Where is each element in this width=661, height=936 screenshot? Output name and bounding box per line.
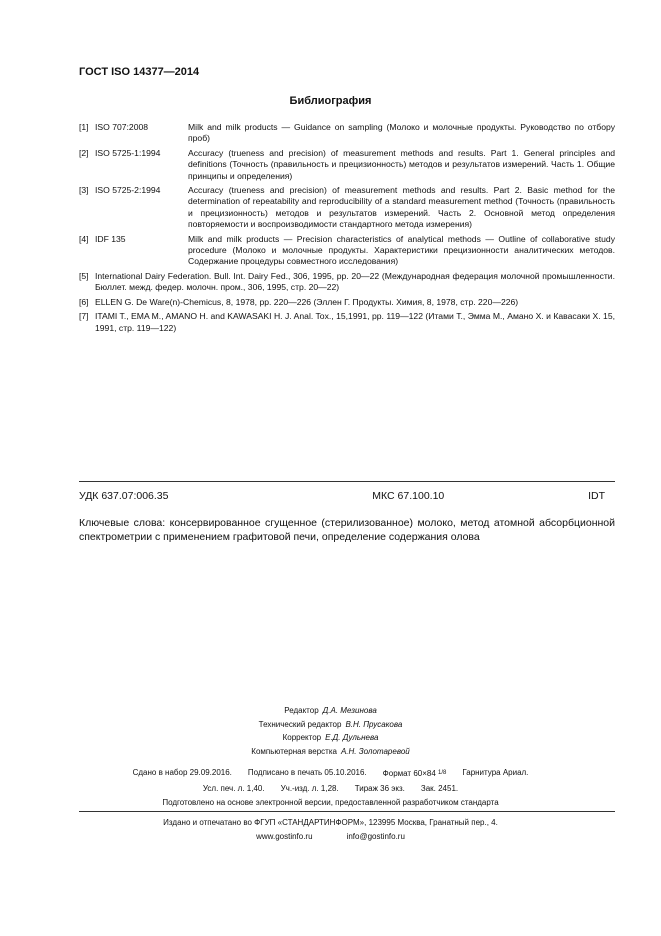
bib-ref-text: Accuracy (trueness and precision) of measurement methods and results. Part 1. General principles and definitions (Точность (правильность и прецизионность) методов и результатов измерений. Часть 1. Общие принципы и определения) xyxy=(188,147,615,181)
format-label: Формат 60×84 xyxy=(382,769,436,778)
credit-label: Технический редактор xyxy=(258,719,342,729)
print-info-row-3 xyxy=(0,796,661,811)
credit-label: Корректор xyxy=(282,733,322,743)
print-info-row-1 xyxy=(0,766,661,782)
mks-code: МКС 67.100.10 xyxy=(372,490,445,502)
credit-name: В.Н. Прусакова xyxy=(345,719,403,729)
bib-ref-1 xyxy=(79,122,615,145)
udk-code: УДК 637.07:006.35 xyxy=(79,490,169,502)
print-info-row-2 xyxy=(0,782,661,797)
credit-name: Е.Д. Дульнева xyxy=(325,733,379,743)
bib-ref-7 xyxy=(79,311,615,334)
bib-ref-number: [1] xyxy=(79,122,89,132)
bib-ref-4 xyxy=(79,234,615,268)
print-info xyxy=(0,766,661,811)
bib-ref-code: IDF 135 xyxy=(95,233,126,244)
standard-header: ГОСТ ISO 14377—2014 xyxy=(79,66,200,78)
publisher-line: Издано и отпечатано во ФГУП «СТАНДАРТИНФОРМ», 123995 Москва, Гранатный пер., 4. xyxy=(163,818,498,827)
bib-ref-6 xyxy=(79,297,615,308)
credit-label: Компьютерная верстка xyxy=(251,746,337,756)
credits-block xyxy=(0,704,661,758)
bib-ref-number: [6] xyxy=(79,296,89,307)
bib-ref-2 xyxy=(79,148,615,182)
credit-corrector xyxy=(0,731,661,745)
print-run: Тираж 36 экз. xyxy=(354,783,405,793)
credit-layout xyxy=(0,745,661,759)
format-fraction: 1/8 xyxy=(438,770,447,776)
bib-ref-number: [5] xyxy=(79,270,89,281)
publisher-block xyxy=(0,816,661,844)
bib-ref-text: ITAMI T., EMA M., AMANO H. and KAWASAKI H. J. Anal. Tox., 15,1991, pp. 119—122 (Итами Т., Эмма М., Амано Х. и Кавасаки Х. 15, 1991, стр. 119—122) xyxy=(95,311,615,333)
bib-ref-code: ISO 5725-1:1994 xyxy=(95,147,161,158)
idt-code: IDT xyxy=(588,490,605,502)
credit-name: А.Н. Золотаревой xyxy=(340,746,410,756)
bibliography-title: Библиография xyxy=(289,95,372,107)
bib-ref-number: [2] xyxy=(79,147,89,158)
bib-ref-number: [4] xyxy=(79,233,89,244)
credit-tech-editor xyxy=(0,718,661,732)
bib-ref-5 xyxy=(79,271,615,294)
bib-ref-text: ELLEN G. De Ware(n)-Chemicus, 8, 1978, pp. 220—226 (Эллен Г. Продукты. Химия, 8, 1978, стр. 220—226) xyxy=(95,296,519,307)
prepared-note: Подготовлено на основе электронной версии, предоставленной разработчиком стандарта xyxy=(162,798,499,807)
bib-ref-text: International Dairy Federation. Bull. Int. Dairy Fed., 306, 1995, pp. 20—22 (Международная федерация молочной промышленности. Бюллет. межд. федер. молочн. пром., 306, 1995, стр. 20—22) xyxy=(95,270,615,293)
credit-editor xyxy=(0,704,661,718)
publisher-email-link[interactable]: info@gostinfo.ru xyxy=(346,832,405,841)
bib-ref-text: Accuracy (trueness and precision) of measurement methods and results. Part 2. Basic method for the determination of repeatability and reproducibility of a standard measurement method (Точность (правильность и прецизионность) методов и результатов измерений. Часть 2. Основной метод определения повторяемости и воспроизводимости стандартного метода измерения) xyxy=(188,185,615,230)
bib-ref-code: ISO 5725-2:1994 xyxy=(95,185,161,196)
publisher-line-row xyxy=(0,816,661,830)
publisher-site-link[interactable]: www.gostinfo.ru xyxy=(256,832,313,841)
divider-bottom xyxy=(79,811,615,812)
pub-sheets: Уч.-изд. л. 1,28. xyxy=(280,783,339,793)
bib-ref-number: [7] xyxy=(79,311,89,322)
bib-ref-code: ISO 707:2008 xyxy=(95,122,149,132)
publisher-contacts xyxy=(0,830,661,844)
bib-ref-text: Milk and milk products — Guidance on sampling (Молоко и молочные продукты. Руководство по отбору проб) xyxy=(188,122,615,144)
credit-label: Редактор xyxy=(284,706,319,715)
credit-name: Д.А. Мезинова xyxy=(322,706,377,715)
bib-ref-number: [3] xyxy=(79,185,89,196)
divider-top xyxy=(79,481,615,482)
bib-ref-3 xyxy=(79,185,615,231)
print-sheets: Усл. печ. л. 1,40. xyxy=(202,783,265,793)
keywords: Ключевые слова: консервированное сгущенное (стерилизованное) молоко, метод атомной абсорбционной спектрометрии с применением графитовой печи, определение содержания олова xyxy=(79,517,615,543)
signed-date: Подписано в печать 05.10.2016. xyxy=(247,768,367,777)
classification-row xyxy=(79,490,605,502)
paper-format xyxy=(383,766,447,782)
bib-ref-text: Milk and milk products — Precision characteristics of analytical methods — Outline of collaborative study procedure (Молоко и молочные продукты. Характеристики прецизионности аналитических методов. Содержание процедуры совместного исследования) xyxy=(188,233,615,267)
font-info: Гарнитура Ариал. xyxy=(462,768,529,777)
order-number: Зак. 2451. xyxy=(420,783,459,793)
bibliography-list xyxy=(79,122,615,337)
sent-date: Сдано в набор 29.09.2016. xyxy=(132,768,232,777)
